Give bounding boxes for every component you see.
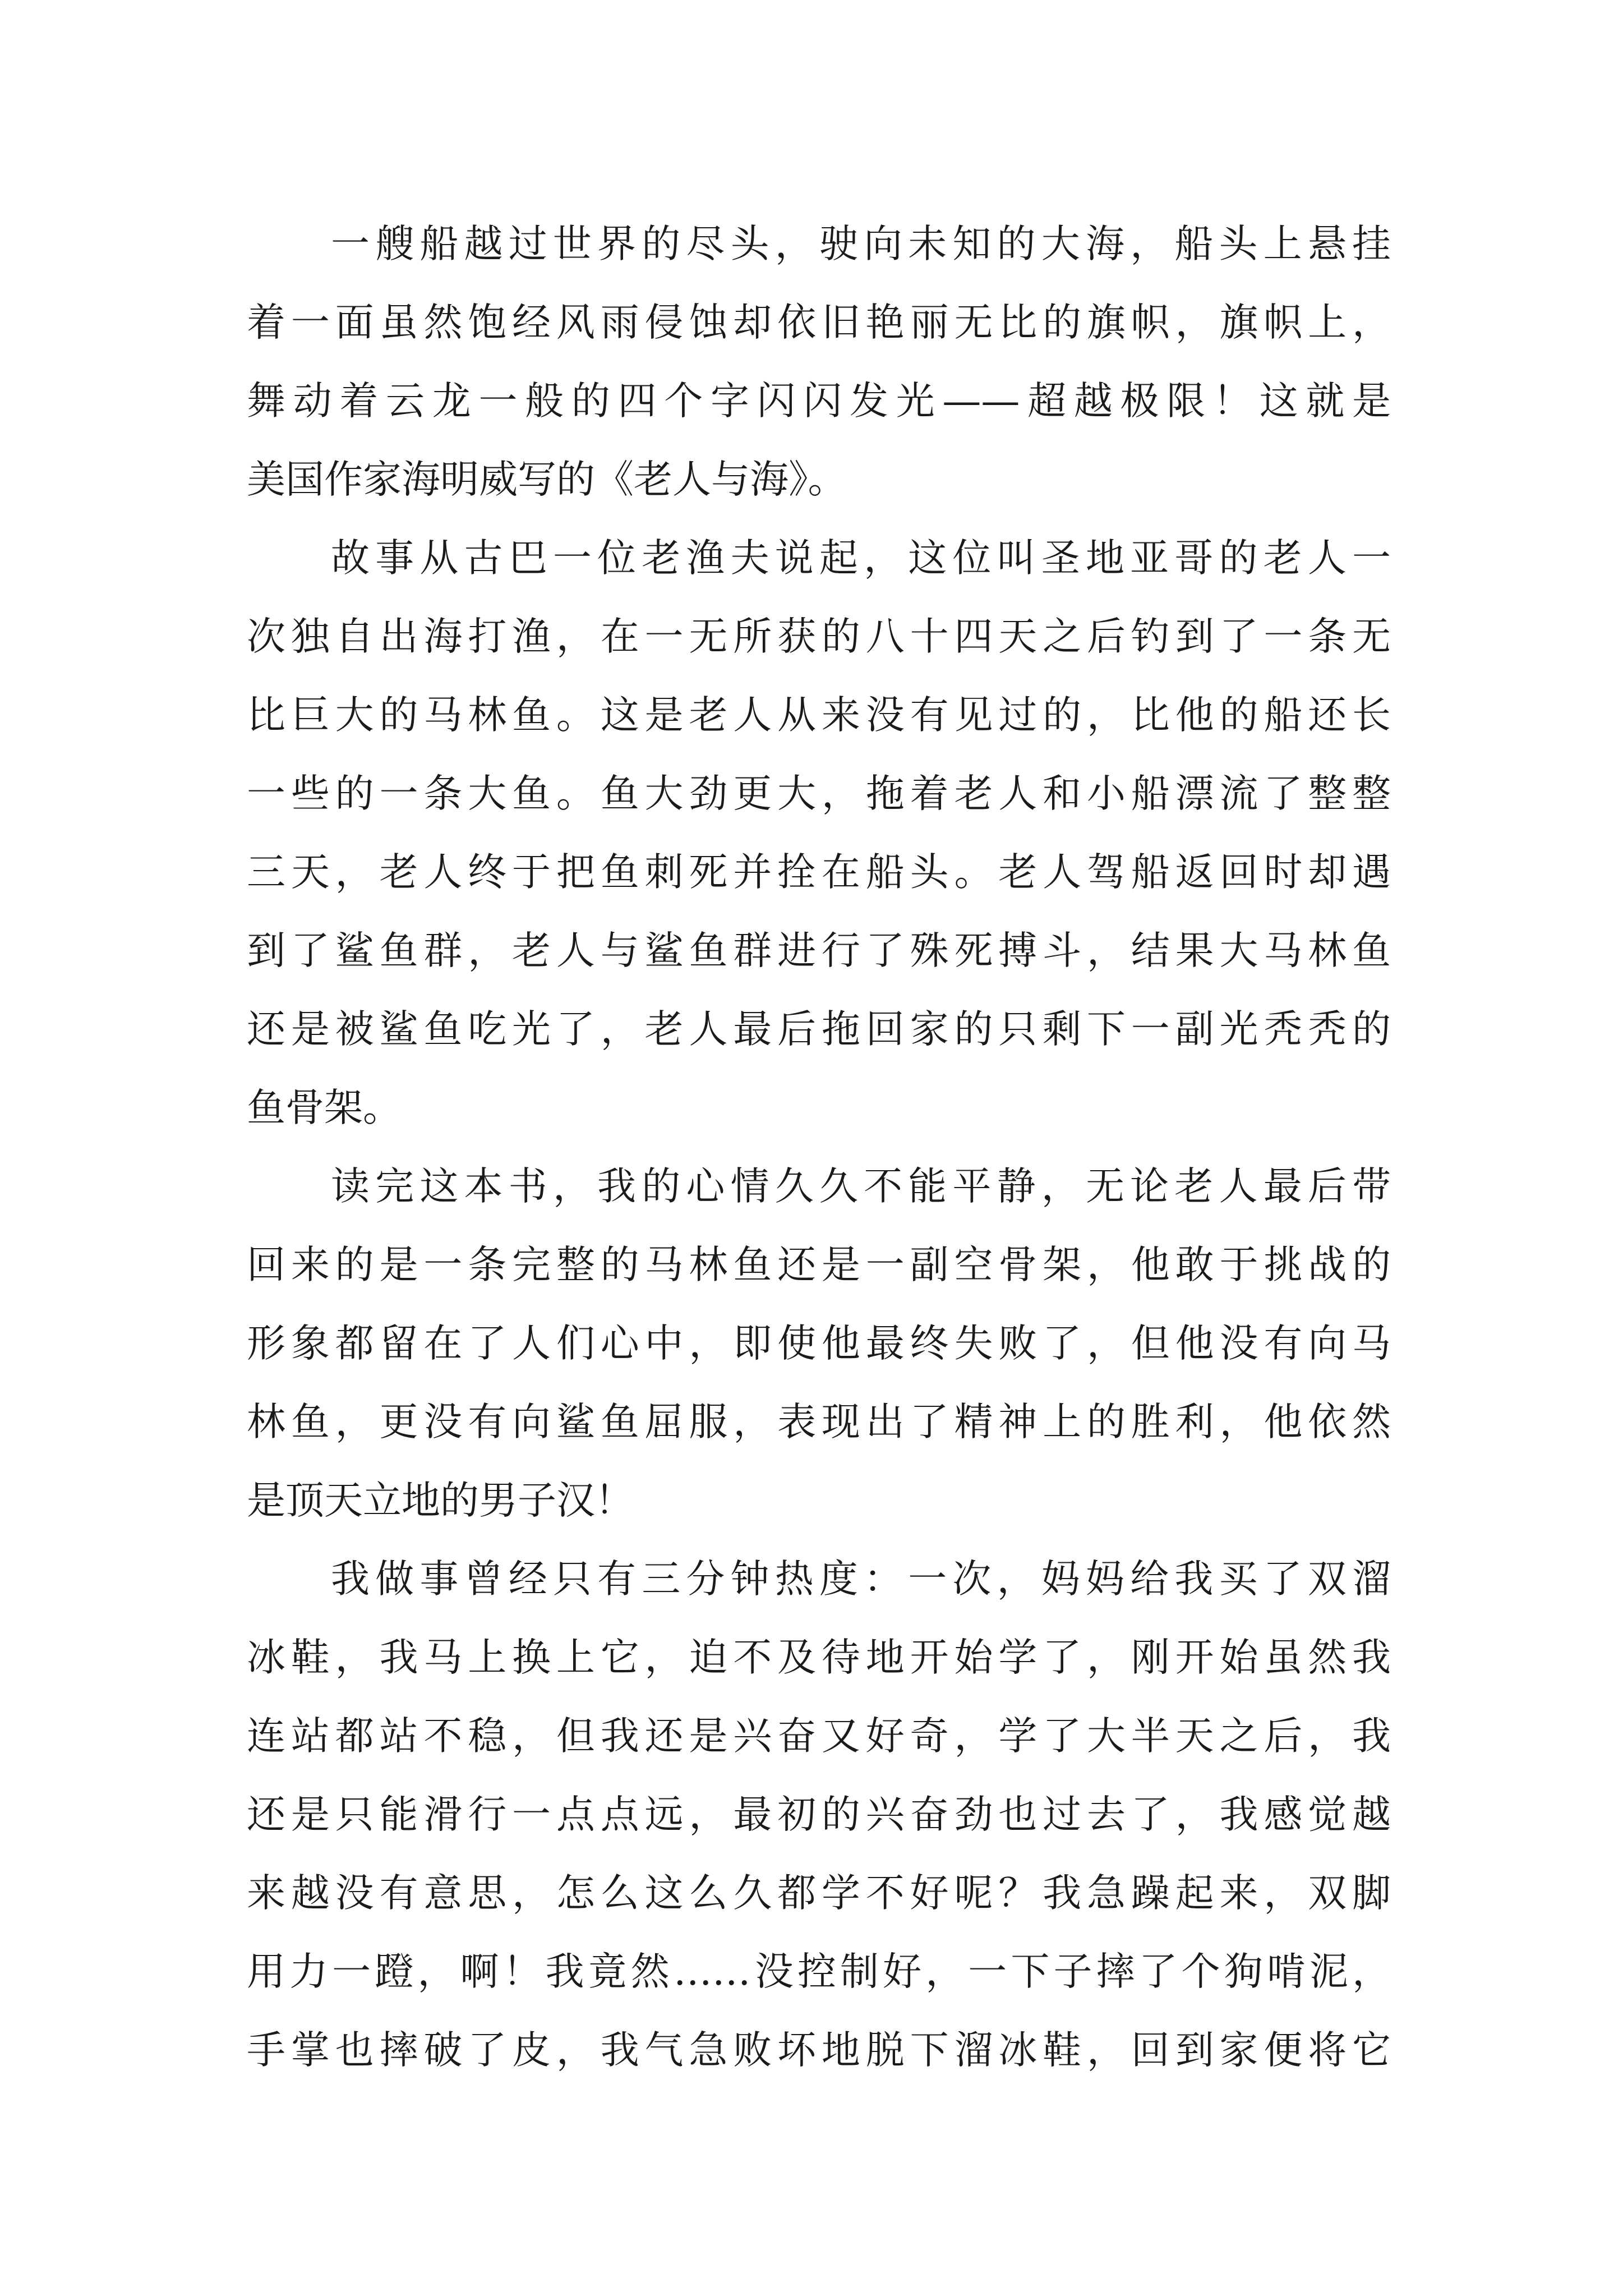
paragraph-1-line-4: 美国作家海明威写的《老人与海》。 xyxy=(247,457,847,502)
paragraph-4-line-6: 用力一蹬，啊！我竟然……没控制好，一下子摔了个狗啃泥， xyxy=(247,1949,1391,1994)
paragraph-3-line-3: 形象都留在了人们心中，即使他最终失败了，但他没有向马 xyxy=(247,1321,1391,1366)
paragraph-1-line-1: 一艘船越过世界的尽头，驶向未知的大海，船头上悬挂 xyxy=(331,222,1391,266)
paragraph-2-line-1: 故事从古巴一位老渔夫说起，这位叫圣地亚哥的老人一 xyxy=(331,536,1391,581)
article-body xyxy=(247,205,1391,2090)
paragraph-2-line-5: 三天，老人终于把鱼刺死并拴在船头。老人驾船返回时却遇 xyxy=(247,850,1391,895)
paragraph-2-line-8: 鱼骨架。 xyxy=(247,1085,402,1130)
paragraph-3-line-4: 林鱼，更没有向鲨鱼屈服，表现出了精神上的胜利，他依然 xyxy=(247,1400,1391,1444)
paragraph-4-line-2: 冰鞋，我马上换上它，迫不及待地开始学了，刚开始虽然我 xyxy=(247,1635,1391,1680)
paragraph-2-line-6: 到了鲨鱼群，老人与鲨鱼群进行了殊死搏斗，结果大马林鱼 xyxy=(247,928,1391,973)
paragraph-1-line-3: 舞动着云龙一般的四个字闪闪发光——超越极限！这就是 xyxy=(247,379,1391,424)
paragraph-3-line-1: 读完这本书，我的心情久久不能平静，无论老人最后带 xyxy=(331,1164,1391,1209)
paragraph-2-line-4: 一些的一条大鱼。鱼大劲更大，拖着老人和小船漂流了整整 xyxy=(247,771,1391,816)
paragraph-4-line-3: 连站都站不稳，但我还是兴奋又好奇，学了大半天之后，我 xyxy=(247,1714,1391,1759)
paragraph-3-line-5: 是顶天立地的男子汉！ xyxy=(247,1478,634,1523)
paragraph-4-line-4: 还是只能滑行一点点远，最初的兴奋劲也过去了，我感觉越 xyxy=(247,1792,1391,1837)
paragraph-1-line-2: 着一面虽然饱经风雨侵蚀却依旧艳丽无比的旗帜，旗帜上， xyxy=(247,300,1391,345)
paragraph-3-line-2: 回来的是一条完整的马林鱼还是一副空骨架，他敢于挑战的 xyxy=(247,1243,1391,1287)
paragraph-2-line-7: 还是被鲨鱼吃光了，老人最后拖回家的只剩下一副光秃秃的 xyxy=(247,1007,1391,1052)
paragraph-4-line-1: 我做事曾经只有三分钟热度：一次，妈妈给我买了双溜 xyxy=(331,1557,1391,1602)
paragraph-2-line-3: 比巨大的马林鱼。这是老人从来没有见过的，比他的船还长 xyxy=(247,693,1391,738)
paragraph-4-line-5: 来越没有意思，怎么这么久都学不好呢？我急躁起来，双脚 xyxy=(247,1871,1391,1916)
paragraph-2-line-2: 次独自出海打渔，在一无所获的八十四天之后钓到了一条无 xyxy=(247,614,1391,659)
paragraph-4-line-7: 手掌也摔破了皮，我气急败坏地脱下溜冰鞋，回到家便将它 xyxy=(247,2028,1391,2073)
